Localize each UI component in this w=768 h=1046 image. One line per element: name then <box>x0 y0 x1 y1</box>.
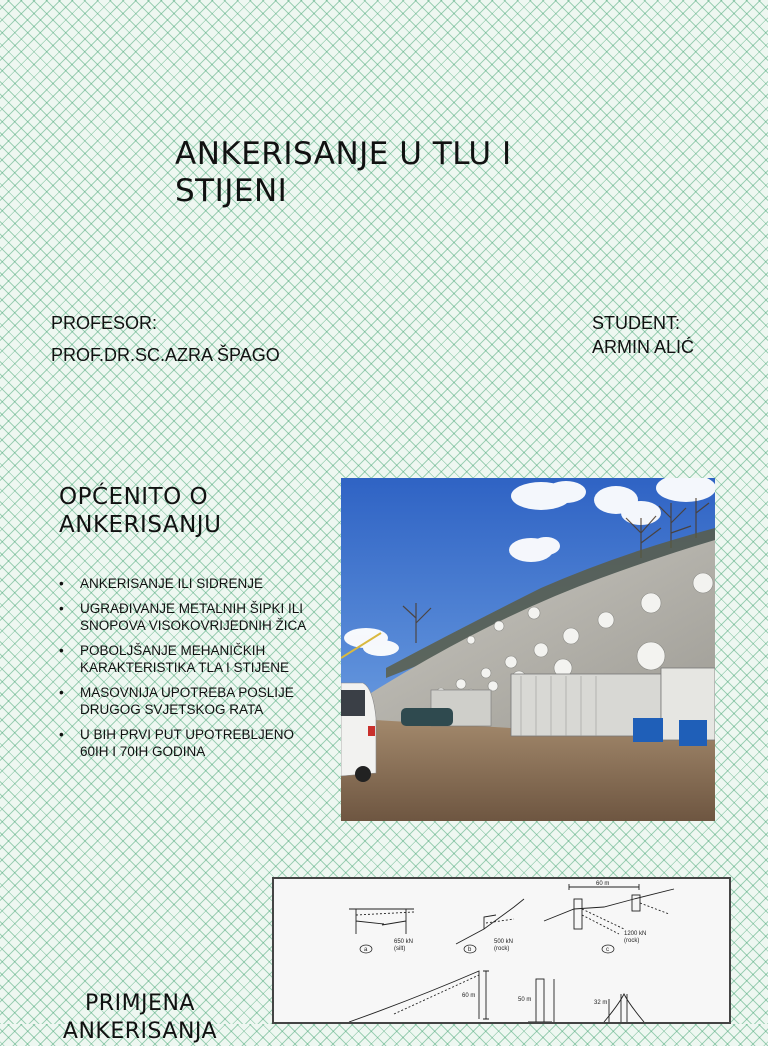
anchored-wall-photo <box>341 478 715 821</box>
diagram-dim-d: 60 m <box>462 993 476 999</box>
diagram-unit-c: (rock) <box>624 938 640 944</box>
diagram-unit-b: (rock) <box>494 946 510 952</box>
diagram-dim-top: 60 m <box>596 881 610 887</box>
anchoring-applications-diagram <box>272 877 731 1024</box>
list-item: • U BIH PRVI PUT UPOTREBLJENO 60IH I 70IH GODINA <box>59 726 309 760</box>
student-block <box>592 311 752 359</box>
diagram-force-a: 650 kN <box>394 939 414 945</box>
student-label: STUDENT: <box>592 313 681 333</box>
bullet-list <box>59 575 309 768</box>
professor-name: PROF.DR.SC.AZRA ŠPAGO <box>51 345 280 365</box>
diagram-unit-a: (silt) <box>394 946 406 952</box>
list-item: • UGRAĐIVANJE METALNIH ŠIPKI ILI SNOPOVA VISOKOVRIJEDNIH ŽICA <box>59 600 309 634</box>
diagram-letter-b: b <box>468 947 472 953</box>
professor-label: PROFESOR: <box>51 313 158 333</box>
diagram-letter-c: c <box>606 947 609 953</box>
list-item: • MASOVNIJA UPOTREBA POSLIJE DRUGOG SVJETSKOG RATA <box>59 684 309 718</box>
anchored-wall-illustration <box>341 478 715 821</box>
list-item: • ANKERISANJE ILI SIDRENJE <box>59 575 309 592</box>
anchoring-diagram-svg <box>274 879 729 1022</box>
diagram-dim-e: 50 m <box>518 997 532 1003</box>
slide-title: ANKERISANJE U TLU I STIJENI <box>175 136 512 209</box>
section-heading-application: PRIMJENA ANKERISANJA <box>62 991 218 1044</box>
diagram-force-b: 500 kN <box>494 939 514 945</box>
diagram-dim-f: 32 m <box>594 1000 608 1006</box>
diagram-force-c: 1200 kN <box>624 931 647 937</box>
student-name: ARMIN ALIĆ <box>592 337 695 357</box>
list-item: • POBOLJŠANJE MEHANIČKIH KARAKTERISTIKA TLA I STIJENE <box>59 642 309 676</box>
section-heading-general: OPĆENITO O ANKERISANJU <box>59 484 222 538</box>
diagram-letter-a: a <box>364 947 368 953</box>
